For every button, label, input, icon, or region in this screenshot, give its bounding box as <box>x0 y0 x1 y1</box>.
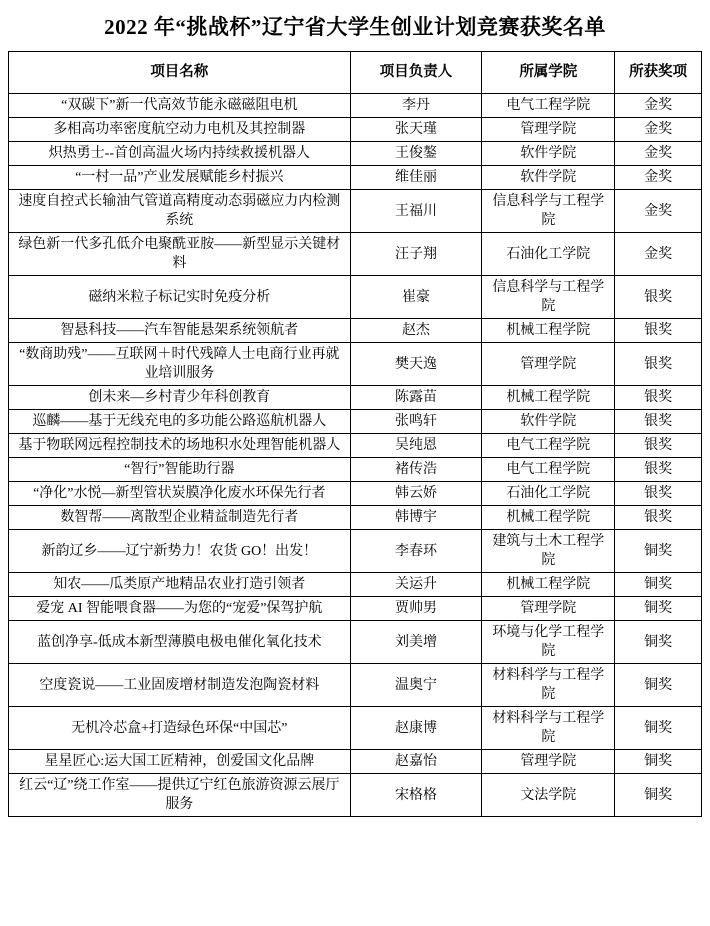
project-cell: 爱宠 AI 智能喂食器——为您的“宠爱”保驾护航 <box>9 597 351 621</box>
table-row <box>9 458 702 482</box>
table-row <box>9 386 702 410</box>
leader-cell: 韩云娇 <box>350 482 482 506</box>
table-row <box>9 343 702 386</box>
project-cell: 智悬科技——汽车智能悬架系统领航者 <box>9 319 351 343</box>
leader-cell: 李丹 <box>350 94 482 118</box>
project-cell: “一村一品”产业发展赋能乡村振兴 <box>9 166 351 190</box>
table-row <box>9 530 702 573</box>
award-cell: 金奖 <box>615 233 702 276</box>
award-cell: 金奖 <box>615 118 702 142</box>
award-cell: 金奖 <box>615 142 702 166</box>
table-row <box>9 233 702 276</box>
leader-cell: 崔豪 <box>350 276 482 319</box>
award-cell: 银奖 <box>615 434 702 458</box>
leader-cell: 赵嘉怡 <box>350 750 482 774</box>
leader-cell: 韩博宇 <box>350 506 482 530</box>
award-cell: 银奖 <box>615 343 702 386</box>
project-cell: 磁纳米粒子标记实时免疫分析 <box>9 276 351 319</box>
awards-table <box>8 51 702 817</box>
college-cell: 文法学院 <box>482 774 615 817</box>
table-row <box>9 434 702 458</box>
table-row <box>9 166 702 190</box>
college-cell: 电气工程学院 <box>482 94 615 118</box>
table-row <box>9 482 702 506</box>
college-cell: 管理学院 <box>482 597 615 621</box>
leader-cell: 张鸣轩 <box>350 410 482 434</box>
leader-cell: 刘美增 <box>350 621 482 664</box>
header-award: 所获奖项 <box>615 52 702 94</box>
table-row <box>9 750 702 774</box>
college-cell: 建筑与土木工程学院 <box>482 530 615 573</box>
header-project-leader: 项目负责人 <box>350 52 482 94</box>
project-cell: “数商助残”——互联网＋时代残障人士电商行业再就业培训服务 <box>9 343 351 386</box>
college-cell: 电气工程学院 <box>482 434 615 458</box>
table-row <box>9 621 702 664</box>
college-cell: 信息科学与工程学院 <box>482 190 615 233</box>
project-cell: 数智帮——离散型企业精益制造先行者 <box>9 506 351 530</box>
award-cell: 铜奖 <box>615 750 702 774</box>
leader-cell: 维佳丽 <box>350 166 482 190</box>
table-row <box>9 664 702 707</box>
college-cell: 石油化工学院 <box>482 233 615 276</box>
project-cell: 知农——瓜类原产地精品农业打造引领者 <box>9 573 351 597</box>
college-cell: 管理学院 <box>482 750 615 774</box>
header-college: 所属学院 <box>482 52 615 94</box>
table-row <box>9 118 702 142</box>
leader-cell: 赵康博 <box>350 707 482 750</box>
award-cell: 铜奖 <box>615 621 702 664</box>
project-cell: 绿色新一代多孔低介电聚酰亚胺——新型显示关键材料 <box>9 233 351 276</box>
college-cell: 环境与化学工程学院 <box>482 621 615 664</box>
college-cell: 管理学院 <box>482 343 615 386</box>
project-cell: “智行”智能助行器 <box>9 458 351 482</box>
leader-cell: 褚传浩 <box>350 458 482 482</box>
table-row <box>9 573 702 597</box>
project-cell: 创未来—乡村青少年科创教育 <box>9 386 351 410</box>
project-cell: “净化”水悦—新型管状炭膜净化废水环保先行者 <box>9 482 351 506</box>
table-row <box>9 319 702 343</box>
award-cell: 银奖 <box>615 506 702 530</box>
leader-cell: 王福川 <box>350 190 482 233</box>
table-row <box>9 707 702 750</box>
table-row <box>9 774 702 817</box>
table-row <box>9 410 702 434</box>
award-cell: 金奖 <box>615 190 702 233</box>
table-row <box>9 506 702 530</box>
leader-cell: 温奥宁 <box>350 664 482 707</box>
award-cell: 金奖 <box>615 166 702 190</box>
project-cell: 蓝创净享-低成本新型薄膜电极电催化氧化技术 <box>9 621 351 664</box>
table-row <box>9 94 702 118</box>
award-cell: 铜奖 <box>615 530 702 573</box>
project-cell: “双碳下”新一代高效节能永磁磁阻电机 <box>9 94 351 118</box>
leader-cell: 赵杰 <box>350 319 482 343</box>
table-row <box>9 276 702 319</box>
college-cell: 软件学院 <box>482 142 615 166</box>
awards-table-body <box>9 94 702 817</box>
award-cell: 铜奖 <box>615 707 702 750</box>
award-cell: 银奖 <box>615 319 702 343</box>
leader-cell: 关运升 <box>350 573 482 597</box>
award-cell: 银奖 <box>615 276 702 319</box>
leader-cell: 陈露苗 <box>350 386 482 410</box>
table-row <box>9 142 702 166</box>
table-row <box>9 190 702 233</box>
header-project-name: 项目名称 <box>9 52 351 94</box>
leader-cell: 宋格格 <box>350 774 482 817</box>
award-cell: 铜奖 <box>615 597 702 621</box>
award-cell: 金奖 <box>615 94 702 118</box>
project-cell: 多相高功率密度航空动力电机及其控制器 <box>9 118 351 142</box>
leader-cell: 樊天逸 <box>350 343 482 386</box>
leader-cell: 吴纯恩 <box>350 434 482 458</box>
leader-cell: 贾帅男 <box>350 597 482 621</box>
college-cell: 软件学院 <box>482 166 615 190</box>
college-cell: 机械工程学院 <box>482 506 615 530</box>
award-cell: 银奖 <box>615 410 702 434</box>
page-title: 2022 年“挑战杯”辽宁省大学生创业计划竞赛获奖名单 <box>104 15 606 39</box>
college-cell: 机械工程学院 <box>482 386 615 410</box>
project-cell: 无机冷芯盒+打造绿色环保“中国芯” <box>9 707 351 750</box>
project-cell: 炽热勇士--首创高温火场内持续救援机器人 <box>9 142 351 166</box>
college-cell: 材料科学与工程学院 <box>482 664 615 707</box>
award-cell: 银奖 <box>615 458 702 482</box>
award-cell: 铜奖 <box>615 573 702 597</box>
leader-cell: 张天瑾 <box>350 118 482 142</box>
project-cell: 星星匠心:运大国工匠精神，创爱国文化品牌 <box>9 750 351 774</box>
project-cell: 巡麟——基于无线充电的多功能公路巡航机器人 <box>9 410 351 434</box>
project-cell: 基于物联网远程控制技术的场地积水处理智能机器人 <box>9 434 351 458</box>
college-cell: 电气工程学院 <box>482 458 615 482</box>
college-cell: 材料科学与工程学院 <box>482 707 615 750</box>
college-cell: 软件学院 <box>482 410 615 434</box>
project-cell: 新韵辽乡——辽宁新势力！农货 GO！出发！ <box>9 530 351 573</box>
college-cell: 信息科学与工程学院 <box>482 276 615 319</box>
project-cell: 空度瓷说——工业固废增材制造发泡陶瓷材料 <box>9 664 351 707</box>
college-cell: 机械工程学院 <box>482 319 615 343</box>
header-row <box>9 52 702 94</box>
college-cell: 石油化工学院 <box>482 482 615 506</box>
leader-cell: 王俊鏊 <box>350 142 482 166</box>
leader-cell: 汪子翔 <box>350 233 482 276</box>
award-cell: 银奖 <box>615 482 702 506</box>
project-cell: 速度自控式长输油气管道高精度动态弱磁应力内检测系统 <box>9 190 351 233</box>
project-cell: 红云“辽”绕工作室——提供辽宁红色旅游资源云展厅服务 <box>9 774 351 817</box>
award-cell: 银奖 <box>615 386 702 410</box>
college-cell: 机械工程学院 <box>482 573 615 597</box>
leader-cell: 李春环 <box>350 530 482 573</box>
college-cell: 管理学院 <box>482 118 615 142</box>
award-cell: 铜奖 <box>615 664 702 707</box>
award-cell: 铜奖 <box>615 774 702 817</box>
table-row <box>9 597 702 621</box>
